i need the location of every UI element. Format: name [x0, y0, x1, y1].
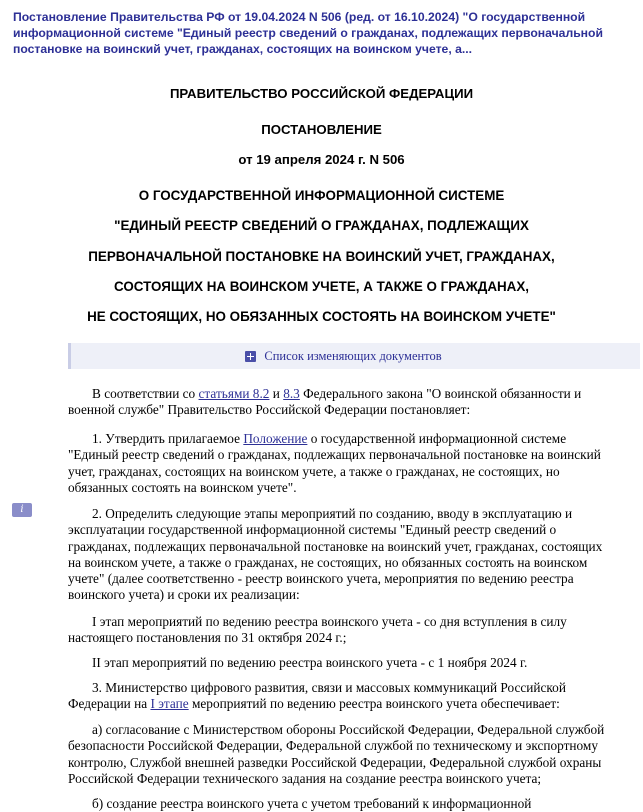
- document-title-line-2: "ЕДИНЫЙ РЕЕСТР СВЕДЕНИЙ О ГРАЖДАНАХ, ПОДЛЕЖАЩИХ: [114, 218, 529, 233]
- issuing-authority: ПРАВИТЕЛЬСТВО РОССИЙСКОЙ ФЕДЕРАЦИИ: [169, 86, 474, 101]
- expand-plus-icon[interactable]: [245, 351, 256, 362]
- article-8-3-link[interactable]: 8.3: [283, 386, 300, 401]
- articles-8-2-link[interactable]: статьями 8.2: [198, 386, 270, 401]
- regulation-link[interactable]: Положение: [243, 431, 308, 446]
- document-header-title[interactable]: Постановление Правительства РФ от 19.04.2024 N 506 (ред. от 16.10.2024) "О государственной информационной системе "Единый реестр сведений о гражданах, подлежащих первоначальной постановке на воинский учет, гражданах, состоящих на воинском учете, а...: [13, 10, 603, 56]
- paragraph-1: 1. Утвердить прилагаемое Положение о государственной информационной системе "Единый реестр сведений о гражданах, подлежащих первоначальной постановке на воинский учет, гражданах, состоящих на воинском учете, а также о гражданах, не состоящих, но обязанных состоять на воинском учете".: [68, 431, 601, 495]
- document-title-line-3: ПЕРВОНАЧАЛЬНОЙ ПОСТАНОВКЕ НА ВОИНСКИЙ УЧЕТ, ГРАЖДАНАХ,: [88, 249, 555, 264]
- document-title-line-4: СОСТОЯЩИХ НА ВОИНСКОМ УЧЕТЕ, А ТАКЖЕ О ГРАЖДАНАХ,: [114, 279, 529, 294]
- changes-list-label[interactable]: Список изменяющих документов: [264, 348, 442, 363]
- paragraph-3: 3. Министерство цифрового развития, связи и массовых коммуникаций Российской Федерации на I этапе мероприятий по ведению реестра воинского учета обеспечивает:: [68, 680, 566, 712]
- document-title-line-1: О ГОСУДАРСТВЕННОЙ ИНФОРМАЦИОННОЙ СИСТЕМЕ: [138, 188, 505, 203]
- stage-1-link[interactable]: I этапе: [150, 696, 189, 712]
- subparagraph-b: б) создание реестра воинского учета с учетом требований к информационной: [92, 796, 532, 811]
- changes-list-toggle[interactable]: [68, 343, 640, 369]
- stage-2-paragraph: II этап мероприятий по ведению реестра воинского учета - с 1 ноября 2024 г.: [92, 655, 528, 670]
- document-title-line-5: НЕ СОСТОЯЩИХ, НО ОБЯЗАННЫХ СОСТОЯТЬ НА ВОИНСКОМ УЧЕТЕ": [87, 309, 556, 324]
- preamble-paragraph: В соответствии со статьями 8.2 и 8.3 Федерального закона "О воинской обязанности и военной службе" Правительство Российской Федерации постановляет:: [68, 386, 582, 418]
- info-note-icon[interactable]: i: [12, 503, 32, 517]
- subparagraph-a: а) согласование с Министерством обороны Российской Федерации, Федеральной службой безопасности Российской Федерации, Федеральной службой по техническому и экспортному контролю, Службой внешней разведки Российской Федерации, Федеральной службой охраны Российской Федерации технического задания на создание реестра воинского учета;: [68, 722, 605, 786]
- document-date-number: от 19 апреля 2024 г. N 506: [238, 152, 405, 167]
- stage-1-paragraph: I этап мероприятий по ведению реестра воинского учета - со дня вступления в силу настоящего постановления по 31 октября 2024 г.;: [68, 614, 567, 646]
- document-type: ПОСТАНОВЛЕНИЕ: [261, 122, 382, 137]
- paragraph-2: 2. Определить следующие этапы мероприятий по созданию, вводу в эксплуатацию и эксплуатации государственной информационной системы "Единый реестр сведений о гражданах, подлежащих первоначальной постановке на воинский учет, гражданах, состоящих на воинском учете, а также о гражданах, не состоящих, но обязанных состоять на воинском учете" (далее соответственно - реестр воинского учета, мероприятия по ведению реестра воинского учета) и сроки их реализации:: [68, 506, 603, 603]
